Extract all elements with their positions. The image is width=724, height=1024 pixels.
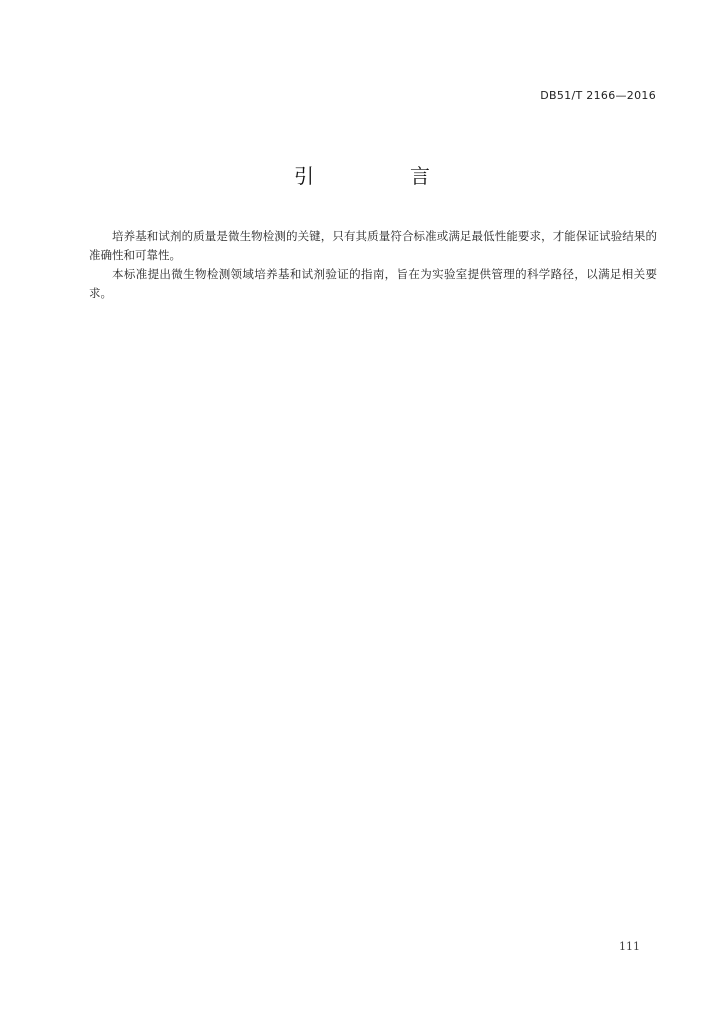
paragraph: 培养基和试剂的质量是微生物检测的关键，只有其质量符合标准或满足最低性能要求，才能保证试验结果的准确性和可靠性。 [89, 229, 657, 262]
body-text [89, 227, 657, 303]
page-number: 111 [619, 940, 640, 953]
document-code: DB51/T 2166—2016 [540, 89, 656, 102]
paragraph: 本标准提出微生物检测领域培养基和试剂验证的指南，旨在为实验室提供管理的科学路径，以满足相关要求。 [89, 267, 657, 300]
page-title: 引 言 [294, 164, 468, 188]
